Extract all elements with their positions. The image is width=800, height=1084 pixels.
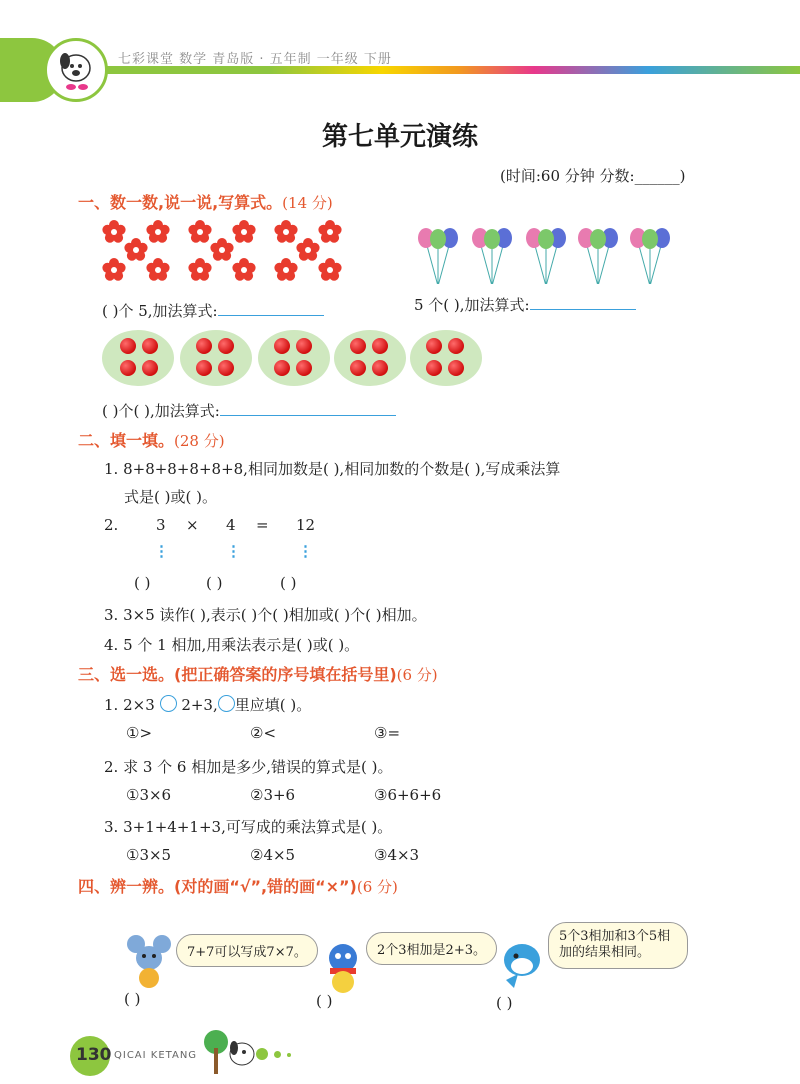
mouse-icon xyxy=(126,934,172,990)
s3-q1-opt-3: ③= xyxy=(374,724,401,742)
header-color-bar xyxy=(40,66,800,74)
apple-icon xyxy=(426,360,442,376)
dolphin-character xyxy=(496,936,546,996)
s2-q2-num: 2. xyxy=(104,516,119,534)
brand-text: QICAI KETANG xyxy=(114,1050,198,1061)
section-4-heading xyxy=(78,874,398,897)
apple-icon xyxy=(274,338,290,354)
s2-q2-op: × xyxy=(186,516,199,534)
apple-oval xyxy=(258,330,330,386)
s1-q1-line xyxy=(102,300,324,321)
apple-icon xyxy=(120,360,136,376)
s2-q2-eq: = xyxy=(256,516,269,534)
s3-q1-right: 2+3, xyxy=(181,696,218,714)
dot-icon xyxy=(287,1053,291,1057)
apple-icon xyxy=(142,360,158,376)
section-1-heading xyxy=(78,190,333,213)
compare-circle-icon xyxy=(218,695,235,712)
mouse-character xyxy=(126,934,172,994)
s3-q3-opt-3: ③4×3 xyxy=(374,846,420,864)
dog-mascot-icon xyxy=(47,41,105,99)
balloon-groups xyxy=(412,222,682,284)
penguin-character xyxy=(320,940,366,1000)
apple-oval xyxy=(102,330,174,386)
penguin-icon xyxy=(320,940,366,996)
answer-blank[interactable] xyxy=(530,295,636,310)
footer-mascot xyxy=(202,1028,262,1082)
s3-q2: 2. 求 3 个 6 相加是多少,错误的算式是( )。 xyxy=(104,758,393,776)
compare-circle-icon[interactable] xyxy=(160,695,177,712)
section-3-title: 三、选一选。(把正确答案的序号填在括号里) xyxy=(78,665,397,684)
flower-groups xyxy=(100,218,360,288)
s2-q2-factor-a: 3 xyxy=(156,516,166,534)
speech-bubble-2: 2个3相加是2+3。 xyxy=(366,932,497,965)
section-4-title: 四、辨一辨。(对的画“√”,错的画“×”) xyxy=(78,877,357,896)
speech-bubble-1: 7+7可以写成7×7。 xyxy=(176,934,318,967)
apple-icon xyxy=(196,338,212,354)
dot-icon xyxy=(256,1048,268,1060)
s3-q2-opt-3: ③6+6+6 xyxy=(374,786,442,804)
answer-paren-2[interactable]: ( ) xyxy=(316,992,333,1010)
dots-icon: ⋮ xyxy=(226,542,241,560)
answer-paren-1[interactable]: ( ) xyxy=(124,990,141,1008)
apple-icon xyxy=(218,360,234,376)
answer-paren[interactable]: ( ) xyxy=(280,574,297,592)
dots-icon: ⋮ xyxy=(298,542,313,560)
answer-paren-3[interactable]: ( ) xyxy=(496,994,513,1012)
s1-q2-text: 5 个( ),加法算式: xyxy=(414,296,530,314)
section-2-title: 二、填一填。 xyxy=(78,431,175,450)
s3-q3-opt-2: ②4×5 xyxy=(250,846,296,864)
answer-blank[interactable] xyxy=(218,301,324,316)
apple-oval xyxy=(410,330,482,386)
apple-icon xyxy=(120,338,136,354)
s1-q3-line xyxy=(102,400,396,421)
s3-q1-line xyxy=(104,694,311,715)
s2-q1-a: 1. 8+8+8+8+8+8,相同加数是( ),相同加数的个数是( ),写成乘法算 xyxy=(104,460,561,478)
s3-q3: 3. 3+1+4+1+3,可写成的乘法算式是( )。 xyxy=(104,818,393,836)
section-3-heading xyxy=(78,662,438,685)
flowers-icon xyxy=(100,218,360,288)
dot-icon xyxy=(274,1051,281,1058)
apple-icon xyxy=(448,360,464,376)
apple-icon xyxy=(448,338,464,354)
apple-oval xyxy=(334,330,406,386)
s1-q1-text: ( )个 5,加法算式: xyxy=(102,302,218,320)
balloons-icon xyxy=(412,222,682,284)
section-1-title: 一、数一数,说一说,写算式。 xyxy=(78,193,283,212)
answer-blank[interactable] xyxy=(220,401,396,416)
apple-icon xyxy=(426,338,442,354)
s2-q2-factor-b: 4 xyxy=(226,516,236,534)
section-1-points: (14 分) xyxy=(282,194,333,212)
section-3-points: (6 分) xyxy=(396,666,438,684)
apple-icon xyxy=(350,338,366,354)
s1-q3-text: ( )个( ),加法算式: xyxy=(102,402,220,420)
s2-q1-b: 式是( )或( )。 xyxy=(124,488,217,506)
apple-icon xyxy=(372,338,388,354)
s3-q1-left: 1. 2×3 xyxy=(104,696,155,714)
apple-icon xyxy=(296,360,312,376)
s3-q2-opt-2: ②3+6 xyxy=(250,786,296,804)
s1-q2-line xyxy=(414,294,636,315)
time-score-info: (时间:60 分钟 分数:______) xyxy=(500,167,686,185)
section-2-heading xyxy=(78,428,225,451)
tree-dog-icon xyxy=(202,1028,262,1078)
s3-q1-prompt: 里应填( )。 xyxy=(234,696,312,714)
apple-oval xyxy=(180,330,252,386)
s3-q1-opt-2: ②< xyxy=(250,724,277,742)
s3-q1-opt-1: ①> xyxy=(126,724,153,742)
apple-icon xyxy=(196,360,212,376)
speech-bubble-3: 5个3相加和3个5相加的结果相同。 xyxy=(548,922,688,969)
answer-paren[interactable]: ( ) xyxy=(206,574,223,592)
s3-q3-opt-1: ①3×5 xyxy=(126,846,172,864)
book-header-text: 七彩课堂 数学 青岛版 · 五年制 一年级 下册 xyxy=(118,52,392,67)
dolphin-icon xyxy=(496,936,546,992)
apple-icon xyxy=(142,338,158,354)
section-4-points: (6 分) xyxy=(356,878,398,896)
apple-icon xyxy=(274,360,290,376)
dots-icon: ⋮ xyxy=(154,542,169,560)
apple-icon xyxy=(296,338,312,354)
apple-icon xyxy=(218,338,234,354)
s2-q2-product: 12 xyxy=(296,516,316,534)
s2-q4: 4. 5 个 1 相加,用乘法表示是( )或( )。 xyxy=(104,636,360,654)
mascot-logo xyxy=(44,38,108,102)
apple-icon xyxy=(350,360,366,376)
section-2-points: (28 分) xyxy=(174,432,225,450)
s2-q3: 3. 3×5 读作( ),表示( )个( )相加或( )个( )相加。 xyxy=(104,606,427,624)
page-number: 130 xyxy=(76,1045,112,1065)
apple-icon xyxy=(372,360,388,376)
answer-paren[interactable]: ( ) xyxy=(134,574,151,592)
page-title: 第七单元演练 xyxy=(321,122,478,152)
s3-q2-opt-1: ①3×6 xyxy=(126,786,172,804)
